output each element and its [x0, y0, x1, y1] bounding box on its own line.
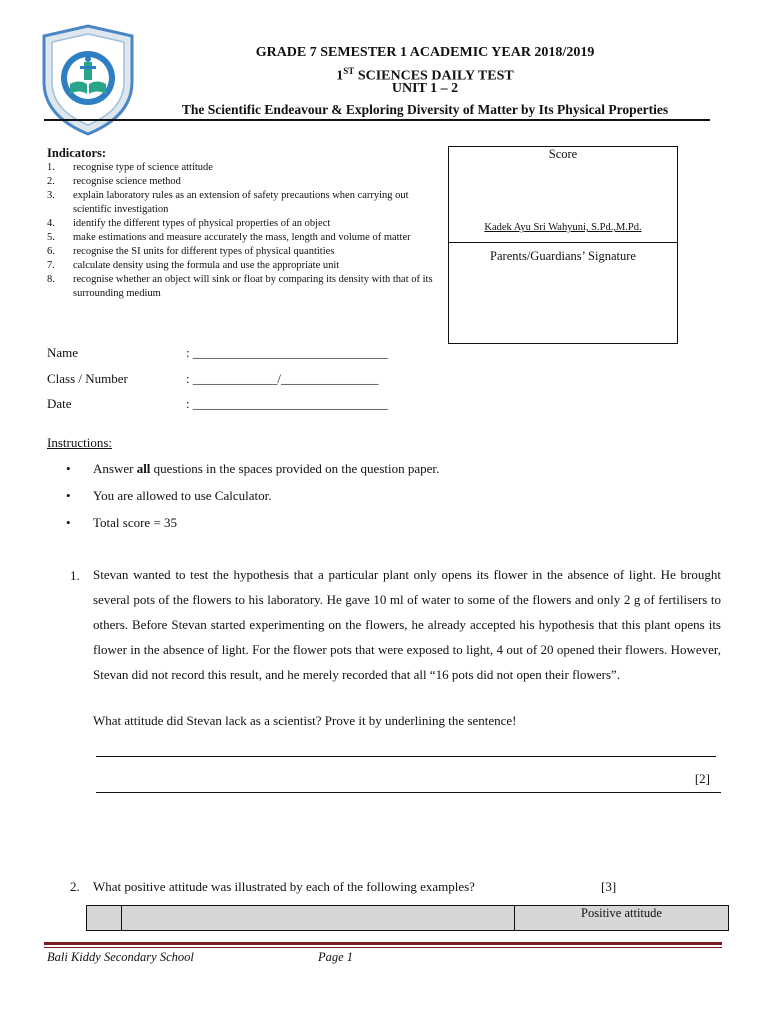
list-item: 2. recognise science method [47, 176, 181, 187]
instruction-item: Answer all questions in the spaces provided on the question paper. [93, 461, 440, 476]
class-number-field[interactable]: : _____________/_______________ [186, 371, 379, 386]
score-box-divider [448, 242, 678, 243]
name-label: Name [47, 345, 79, 360]
list-item: 7. calculate density using the formula and use the appropriate unit [47, 260, 340, 271]
bullet-icon: • [66, 461, 71, 476]
exam-topic: The Scientific Endeavour & Exploring Diversity of Matter by Its Physical Properties [181, 102, 669, 117]
table-row [87, 906, 729, 931]
list-item: 4. identify the different types of physical properties of an object [47, 218, 331, 229]
question-1-marks: [2] [694, 771, 710, 786]
guardian-signature-label: Parents/Guardians’ Signature [490, 249, 636, 263]
list-item: 8. recognise whether an object will sink or float by comparing its density with that of its surrounding medium [47, 274, 433, 299]
list-item: 3. explain laboratory rules as an extension of safety precautions when carrying out scientific investigation [47, 190, 409, 215]
instructions-title: Instructions: [47, 435, 112, 450]
question-2-text: What positive attitude was illustrated by each of the following examples? [93, 879, 475, 894]
teacher-name: Kadek Ayu Sri Wahyuni, S.Pd.,M.Pd. [484, 222, 642, 233]
table-header-cell [87, 906, 122, 931]
question-2-marks: [3] [601, 879, 617, 894]
indicators-title: Indicators: [47, 146, 107, 160]
footer-divider [44, 942, 722, 945]
instruction-item: Total score = 35 [93, 515, 178, 530]
score-label: Score [548, 147, 578, 161]
name-field[interactable]: : ______________________________ [186, 345, 388, 360]
list-item: 1. recognise type of science attitude [47, 162, 213, 173]
date-field[interactable]: : ______________________________ [186, 396, 388, 411]
indicators-list [47, 161, 437, 301]
bullet-icon: • [66, 488, 71, 503]
list-item: 5. make estimations and measure accurately the mass, length and volume of matter [47, 232, 411, 243]
answer-line[interactable] [96, 792, 721, 793]
answer-line[interactable] [96, 756, 716, 757]
footer-divider-thin [44, 947, 722, 948]
exam-title-line1: GRADE 7 SEMESTER 1 ACADEMIC YEAR 2018/2019 [255, 45, 595, 60]
list-item: 6. recognise the SI units for different types of physical quantities [47, 246, 335, 257]
instruction-item: You are allowed to use Calculator. [93, 488, 272, 503]
header-divider [44, 119, 710, 121]
score-box [448, 146, 678, 344]
class-number-label: Class / Number [47, 371, 128, 386]
question-2-number: 2. [70, 879, 80, 894]
date-label: Date [47, 396, 72, 411]
exam-unit: UNIT 1 – 2 [391, 81, 459, 96]
footer-school-name: Bali Kiddy Secondary School [47, 950, 194, 964]
question-1-text: Stevan wanted to test the hypothesis that a particular plant only opens its flower in the absence of light. He brought several pots of the flowers to his laboratory. He gave 10 ml of water to some of the flowers and only 2 g of fertilisers to others. Before Stevan started experimenting on the flowers, he already accepted his hypothesis that this plant opens its flower in the absence of light. For the flower pots that were exposed to light, 4 out of 20 opened their flowers. However, Stevan did not record this result, and he merely recorded that all “16 pots did not open their flowers”. [93, 567, 721, 682]
table-header-cell [122, 906, 515, 931]
bullet-icon: • [66, 515, 71, 530]
question-1-number: 1. [70, 568, 80, 583]
question-1-prompt: What attitude did Stevan lack as a scientist? Prove it by underlining the sentence! [93, 713, 517, 728]
footer-page-number: Page 1 [318, 950, 354, 964]
exam-title-line2: 1ST SCIENCES DAILY TEST [336, 66, 514, 84]
table-header-cell: Positive attitude [515, 906, 729, 931]
question-2-table [86, 905, 729, 931]
